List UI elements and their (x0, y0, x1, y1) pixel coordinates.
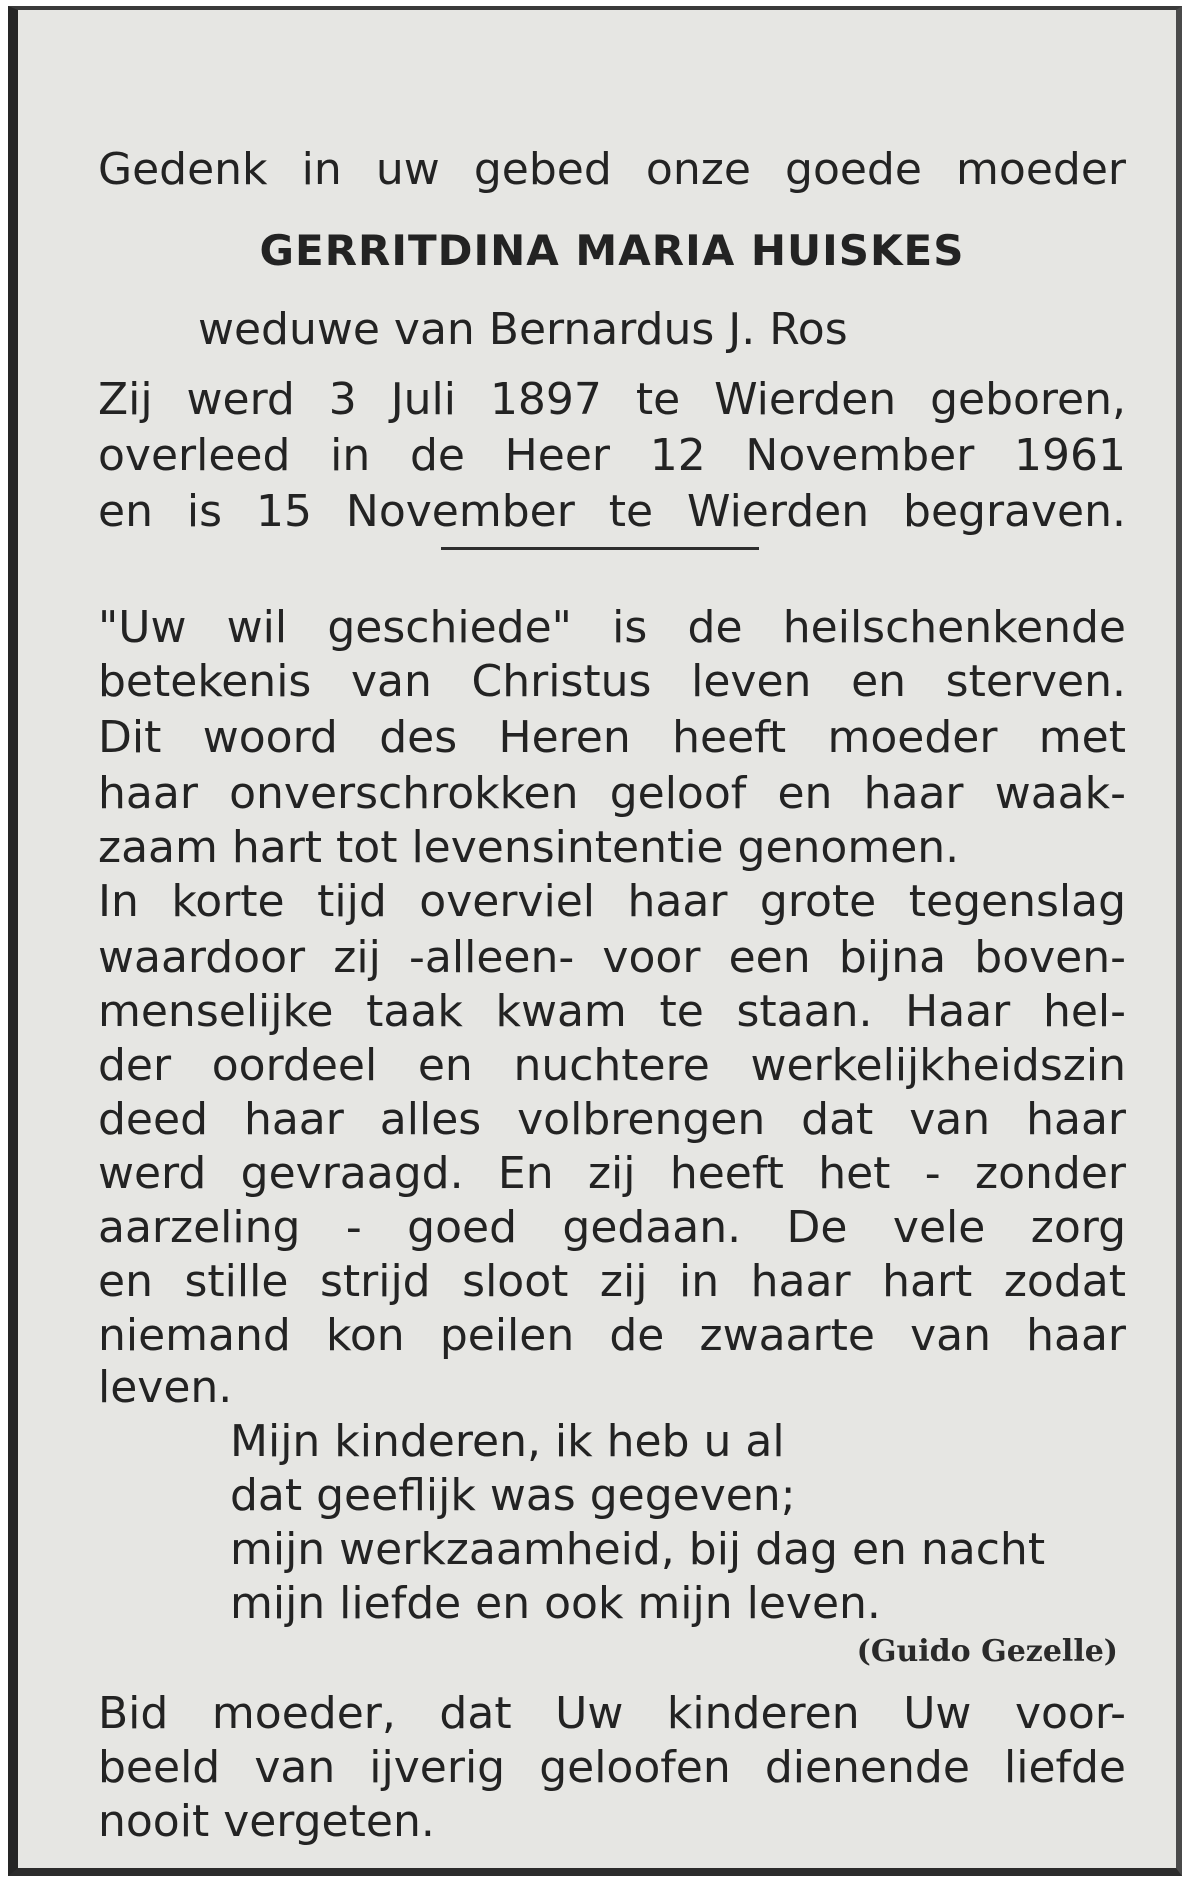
poem-line-2: dat geeflijk was gegeven; (230, 1470, 796, 1521)
body-line-7: waardoor zij -alleen- voor een bijna boven- (98, 932, 1126, 983)
poem-line-1: Mijn kinderen, ik heb u al (230, 1416, 785, 1467)
body-line-14: niemand kon peilen de zwaarte van haar (98, 1310, 1126, 1361)
dates-line-1: Zij werd 3 Juli 1897 te Wierden geboren, (98, 374, 1126, 425)
body-line-10: deed haar alles volbrengen dat van haar (98, 1094, 1126, 1145)
poem-attribution: (Guido Gezelle) (856, 1634, 1118, 1669)
body-line-2: betekenis van Christus leven en sterven. (98, 656, 1126, 707)
body-line-9: der oordeel en nuchtere werkelijkheidszin (98, 1040, 1126, 1091)
body-line-13: en stille strijd sloot zij in haar hart zodat (98, 1256, 1126, 1307)
dates-line-3: en is 15 November te Wierden begraven. (98, 486, 1126, 537)
memorial-card (8, 6, 1182, 1876)
body-line-15: leven. (98, 1362, 233, 1413)
widow-text: weduwe van Bernardus J. Ros (198, 304, 848, 355)
dates-line-2: overleed in de Heer 12 November 1961 (98, 430, 1126, 481)
body-line-4: haar onverschrokken geloof en haar waak- (98, 768, 1126, 819)
intro-text: Gedenk in uw gebed onze goede moeder (98, 144, 1126, 195)
body-line-12: aarzeling - goed gedaan. De vele zorg (98, 1202, 1126, 1253)
body-line-5: zaam hart tot levensintentie genomen. (98, 822, 960, 873)
body-line-1: "Uw wil geschiede" is de heilschenkende (98, 602, 1126, 653)
body-line-6: In korte tijd overviel haar grote tegenslag (98, 876, 1126, 927)
divider-rule (441, 547, 759, 550)
poem-line-3: mijn werkzaamheid, bij dag en nacht (230, 1524, 1046, 1575)
deceased-name: GERRITDINA MARIA HUISKES (259, 226, 965, 275)
body-line-8: menselijke taak kwam te staan. Haar hel- (98, 986, 1126, 1037)
poem-line-4: mijn liefde en ook mijn leven. (230, 1578, 881, 1629)
closing-line-2: beeld van ijverig geloofen dienende liefde (98, 1742, 1126, 1793)
body-line-11: werd gevraagd. En zij heeft het - zonder (98, 1148, 1126, 1199)
body-line-3: Dit woord des Heren heeft moeder met (98, 712, 1126, 763)
closing-line-1: Bid moeder, dat Uw kinderen Uw voor- (98, 1688, 1126, 1739)
closing-line-3: nooit vergeten. (98, 1796, 435, 1847)
